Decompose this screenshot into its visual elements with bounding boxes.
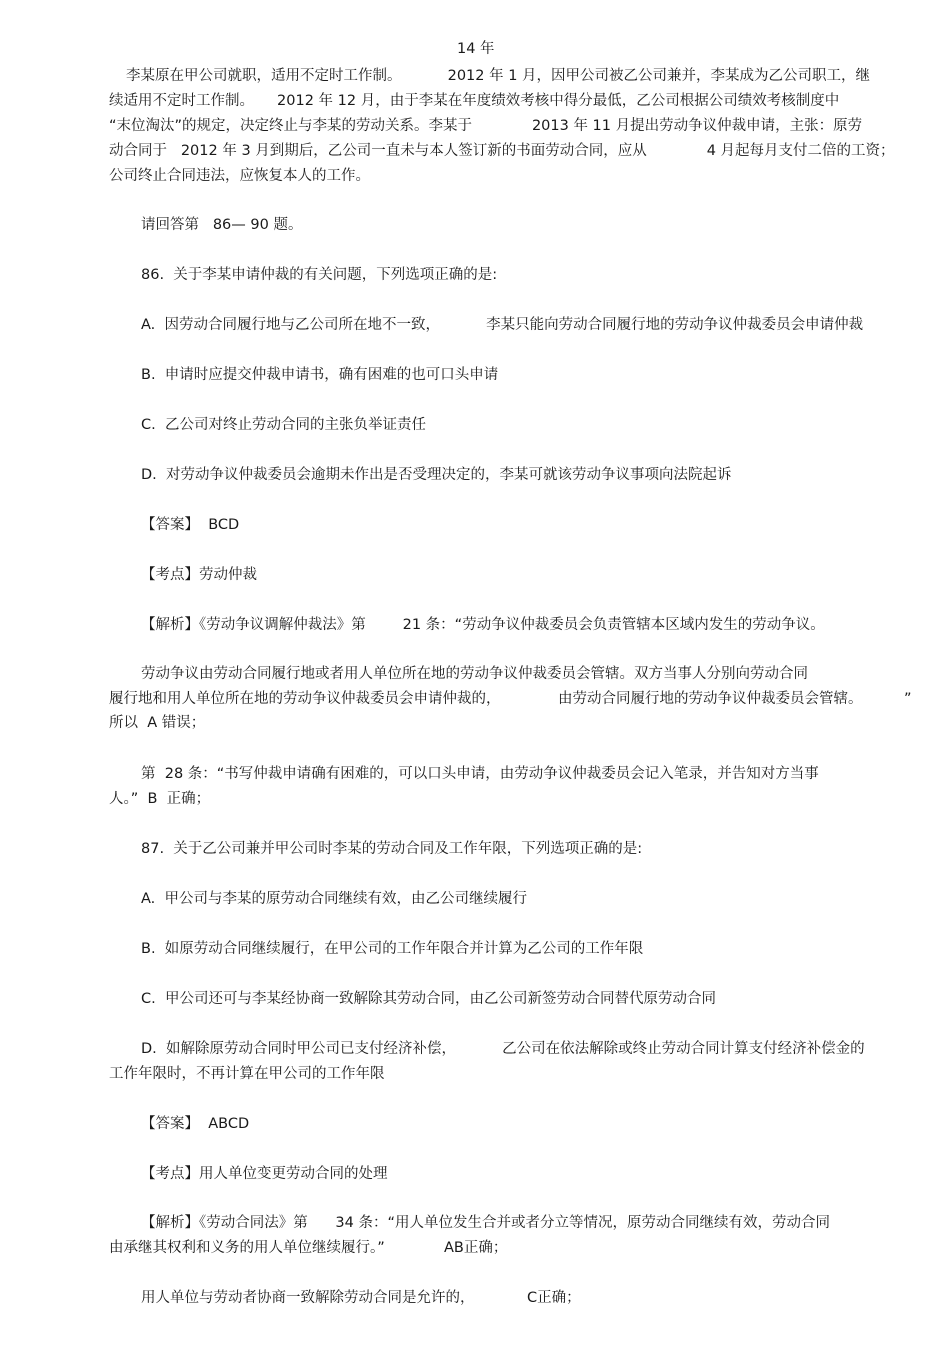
- q86-analysis-3-line-1: 第 28 条：“书写仲裁申请确有困难的，可以口头申请，由劳动争议仲裁委员会记入笔录，并告知对方当事: [141, 766, 819, 782]
- q87-answer: 【答案】 ABCD: [141, 1116, 250, 1132]
- q87-analysis-1-line-2a: 由承继其权利和义务的用人单位继续履行。”: [109, 1240, 385, 1256]
- q87-analysis-2a: 用人单位与劳动者协商一致解除劳动合同是允许的，: [141, 1290, 475, 1306]
- q86-option-b: B. 申请时应提交仲裁申请书，确有困难的也可口头申请: [141, 367, 499, 383]
- q86-analysis-2-line-2b: 由劳动合同履行地的劳动争议仲裁委员会管辖。: [558, 691, 863, 707]
- q86-stem: 86. 关于李某申请仲裁的有关问题，下列选项正确的是:: [141, 267, 498, 283]
- q87-option-c: C. 甲公司还可与李某经协商一致解除其劳动合同，由乙公司新签劳动合同替代原劳动合同: [141, 991, 716, 1007]
- q87-analysis-1-line-2b: AB正确；: [444, 1240, 508, 1256]
- q87-option-a: A. 甲公司与李某的原劳动合同继续有效，由乙公司继续履行: [141, 891, 527, 907]
- q86-option-d: D. 对劳动争议仲裁委员会逾期未作出是否受理决定的，李某可就该劳动争议事项向法院起诉: [141, 467, 732, 483]
- q86-analysis-2-line-3: 所以 A 错误；: [109, 715, 206, 731]
- case-intro-line-2: 续适用不定时工作制。 2012 年 12 月，由于李某在年度绩效考核中得分最低，乙公司根据公司绩效考核制度中: [109, 93, 840, 109]
- case-intro-line-3: “末位淘汰”的规定，决定终止与李某的劳动关系。李某于 2013 年 11 月提出劳动争议仲裁申请，主张：原劳: [109, 118, 863, 134]
- q86-analysis-1: 【解析】《劳动争议调解仲裁法》第 21 条：“劳动争议仲裁委员会负责管辖本区域内发生的劳动争议。: [141, 617, 825, 633]
- q86-analysis-3-line-2: 人。” B 正确；: [109, 791, 211, 807]
- q86-topic: 【考点】劳动仲裁: [141, 567, 257, 583]
- q86-analysis-2-line-2a: 履行地和用人单位所在地的劳动争议仲裁委员会申请仲裁的，: [109, 691, 501, 707]
- q86-analysis-2-line-1: 劳动争议由劳动合同履行地或者用人单位所在地的劳动争议仲裁委员会管辖。双方当事人分别向劳动合同: [141, 666, 808, 682]
- q86-option-c: C. 乙公司对终止劳动合同的主张负举证责任: [141, 417, 426, 433]
- q87-analysis-2b: C正确；: [527, 1290, 581, 1306]
- page-year-title: 14 年: [457, 41, 495, 57]
- question-instruction: 请回答第 86— 90 题。: [141, 217, 303, 233]
- q86-answer: 【答案】 BCD: [141, 517, 240, 533]
- case-intro-line-5: 公司终止合同违法，应恢复本人的工作。: [109, 168, 370, 184]
- q86-analysis-2-line-2c: ”: [904, 691, 912, 707]
- q87-option-b: B. 如原劳动合同继续履行，在甲公司的工作年限合并计算为乙公司的工作年限: [141, 941, 644, 957]
- q87-option-d-line-1: D. 如解除原劳动合同时甲公司已支付经济补偿， 乙公司在依法解除或终止劳动合同计算支付经济补偿金的: [141, 1041, 865, 1057]
- q87-stem: 87. 关于乙公司兼并甲公司时李某的劳动合同及工作年限，下列选项正确的是:: [141, 841, 643, 857]
- q87-topic: 【考点】用人单位变更劳动合同的处理: [141, 1166, 388, 1182]
- q87-analysis-1-line-1: 【解析】《劳动合同法》第 34 条：“用人单位发生合并或者分立等情况，原劳动合同继续有效，劳动合同: [141, 1215, 830, 1231]
- case-intro-line-4: 动合同于 2012 年 3 月到期后，乙公司一直未与本人签订新的书面劳动合同，应从 4 月起每月支付二倍的工资；: [109, 143, 895, 159]
- q86-option-a: A. 因劳动合同履行地与乙公司所在地不一致， 李某只能向劳动合同履行地的劳动争议仲裁委员会申请仲裁: [141, 317, 864, 333]
- q87-option-d-line-2: 工作年限时，不再计算在甲公司的工作年限: [109, 1066, 385, 1082]
- case-intro-line-1: 李某原在甲公司就职，适用不定时工作制。 2012 年 1 月，因甲公司被乙公司兼并，李某成为乙公司职工，继: [126, 68, 871, 84]
